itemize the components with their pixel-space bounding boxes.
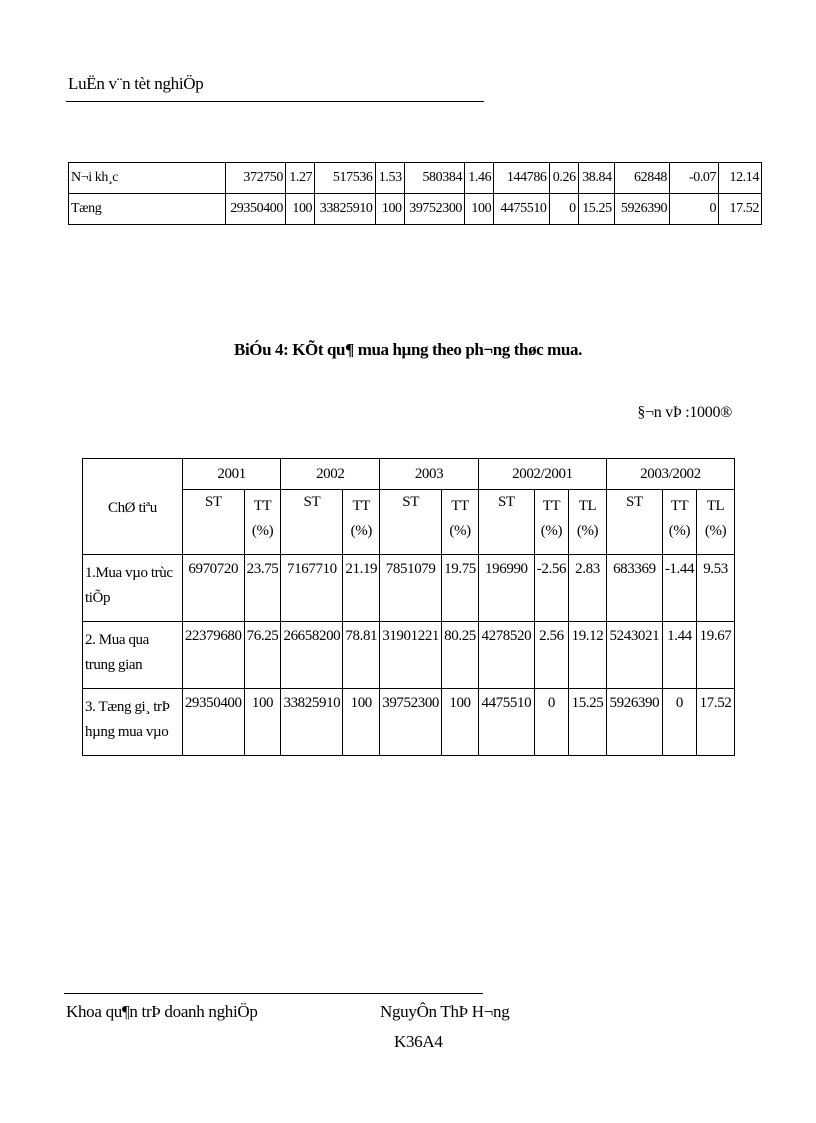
table-cell: 0: [534, 689, 568, 756]
header-group: 2001: [182, 459, 281, 490]
table-cell: 1.46: [465, 163, 494, 194]
subheader-cell: ST: [182, 490, 244, 555]
table-cell: 78.81: [343, 622, 380, 689]
table-cell: 19.75: [442, 555, 479, 622]
table-cell: 5926390: [614, 194, 669, 225]
header-criteria: ChØ tiªu: [83, 459, 183, 555]
table-cell: 0: [662, 689, 696, 756]
table-cell: 100: [343, 689, 380, 756]
table-cell: -1.44: [662, 555, 696, 622]
table-cell: 31901221: [380, 622, 442, 689]
table-cell: 372750: [225, 163, 285, 194]
table-cell: -0.07: [670, 163, 719, 194]
table-cell: 196990: [478, 555, 534, 622]
table-caption: BiÓu 4: KÕt qu¶ mua hµng theo ph¬ng thøc mua.: [234, 340, 582, 359]
row-label: Tæng: [69, 194, 226, 225]
table-cell: 1.44: [662, 622, 696, 689]
table-row: [69, 194, 762, 225]
subheader-cell: TT (%): [244, 490, 281, 555]
table-cell: 7167710: [281, 555, 343, 622]
table-cell: 19.67: [697, 622, 735, 689]
table-cell: -2.56: [534, 555, 568, 622]
footer-department: Khoa qu¶n trÞ doanh nghiÖp: [66, 1002, 258, 1021]
table-cell: 17.52: [719, 194, 762, 225]
table-cell: 39752300: [380, 689, 442, 756]
table-cell: 100: [375, 194, 404, 225]
table-cell: 39752300: [404, 194, 464, 225]
header-divider: [66, 101, 484, 102]
table-cell: 80.25: [442, 622, 479, 689]
table-row: [83, 689, 735, 756]
table-cell: 517536: [315, 163, 375, 194]
table-row: [83, 622, 735, 689]
subheader-cell: ST: [380, 490, 442, 555]
table-cell: 2.83: [569, 555, 607, 622]
subheader-cell: TL (%): [697, 490, 735, 555]
subheader-cell: ST: [606, 490, 662, 555]
row-label: 1.Mua vµo trùc tiÕp: [83, 555, 183, 622]
row-label: 2. Mua qua trung gian: [83, 622, 183, 689]
table-cell: 76.25: [244, 622, 281, 689]
table-cell: 0.26: [549, 163, 578, 194]
header-group: 2002: [281, 459, 380, 490]
purchase-results-table: [82, 458, 735, 756]
subheader-cell: ST: [281, 490, 343, 555]
table-cell: 4278520: [478, 622, 534, 689]
table-cell: 100: [286, 194, 315, 225]
subheader-cell: TT (%): [534, 490, 568, 555]
table-cell: 5926390: [606, 689, 662, 756]
table-cell: 1.53: [375, 163, 404, 194]
table-row: [69, 163, 762, 194]
header-group: 2003/2002: [606, 459, 734, 490]
row-label: N¬i kh¸c: [69, 163, 226, 194]
table-cell: 15.25: [578, 194, 614, 225]
table-cell: 144786: [494, 163, 549, 194]
table-cell: 100: [442, 689, 479, 756]
table-cell: 4475510: [494, 194, 549, 225]
subheader-cell: TT (%): [343, 490, 380, 555]
header-group: 2002/2001: [478, 459, 606, 490]
table-row: [83, 555, 735, 622]
table-cell: 17.52: [697, 689, 735, 756]
table-cell: 38.84: [578, 163, 614, 194]
header-row-years: [83, 459, 735, 490]
table-cell: 62848: [614, 163, 669, 194]
table-cell: 6970720: [182, 555, 244, 622]
table-cell: 4475510: [478, 689, 534, 756]
table-cell: 7851079: [380, 555, 442, 622]
table-cell: 100: [465, 194, 494, 225]
table-cell: 12.14: [719, 163, 762, 194]
table-cell: 15.25: [569, 689, 607, 756]
table-cell: 2.56: [534, 622, 568, 689]
table-cell: 29350400: [182, 689, 244, 756]
table-cell: 23.75: [244, 555, 281, 622]
footer-class: K36A4: [394, 1032, 443, 1051]
table-cell: 100: [244, 689, 281, 756]
subheader-cell: TL (%): [569, 490, 607, 555]
page-header-title: LuËn v¨n tèt nghiÖp: [68, 74, 204, 93]
table-cell: 19.12: [569, 622, 607, 689]
table-cell: 0: [549, 194, 578, 225]
row-label: 3. Tæng gi¸ trÞ hµng mua vµo: [83, 689, 183, 756]
table-cell: 1.27: [286, 163, 315, 194]
subheader-cell: TT (%): [662, 490, 696, 555]
header-group: 2003: [380, 459, 479, 490]
table-cell: 22379680: [182, 622, 244, 689]
table-cell: 580384: [404, 163, 464, 194]
table-cell: 26658200: [281, 622, 343, 689]
subheader-cell: TT (%): [442, 490, 479, 555]
table-cell: 33825910: [281, 689, 343, 756]
unit-note: §¬n vÞ :1000®: [637, 404, 732, 421]
table-cell: 683369: [606, 555, 662, 622]
footer-author: NguyÔn ThÞ H¬ng: [380, 1002, 510, 1021]
table-cell: 5243021: [606, 622, 662, 689]
table-cell: 33825910: [315, 194, 375, 225]
table-cell: 9.53: [697, 555, 735, 622]
subheader-cell: ST: [478, 490, 534, 555]
table-cell: 0: [670, 194, 719, 225]
table-cell: 21.19: [343, 555, 380, 622]
footer-divider: [64, 993, 483, 994]
continuation-table: [68, 162, 762, 225]
table-cell: 29350400: [225, 194, 285, 225]
